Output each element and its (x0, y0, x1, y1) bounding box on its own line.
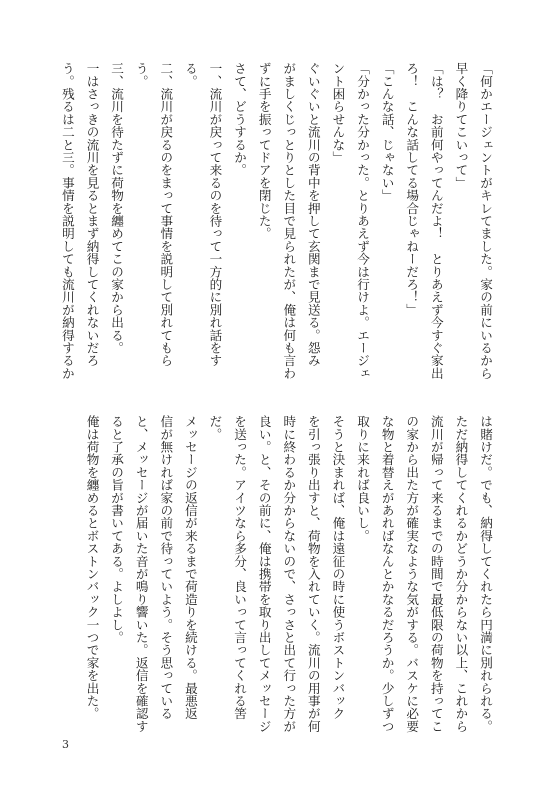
text-line: 二、流川が戻るのをまって事情を説明して別れてもら (158, 62, 174, 367)
text-line: 「は？ お前何やってんだよ！ とりあえず今すぐ家出 (428, 62, 444, 380)
upper-text-block (54, 62, 497, 380)
text-line: 俺は荷物を纏めるとボストンバック一つで家を出た。 (84, 415, 100, 720)
text-line: ント困らせんな」 (330, 62, 346, 164)
text-line: と、メッセージが届いた音が鳴り響いた。返信を確認す (133, 415, 149, 733)
text-line: 早く降りてこいって」 (453, 62, 469, 189)
text-line: ろ！ こんな話してる場合じゃねーだろ！」 (404, 62, 420, 316)
text-line: う。残るは二と三。事情を説明しても流川が納得するか (59, 62, 75, 380)
text-line: 信が無ければ家の前で待っていよう。そう思っている (158, 415, 174, 720)
text-line: 時に終わるか分からないので、さっさと出て行った方が (281, 415, 297, 733)
text-line: は賭けだ。でも、納得してくれたら円満に別れられる。 (478, 415, 493, 733)
text-line: 「分かった分かった。とりあえず今は行けよ。エージェ (355, 62, 371, 380)
text-line: 良い。と、その前に、俺は携帯を取り出してメッセージ (256, 415, 272, 733)
text-line: がましくじっとりとした目で見られたが、俺は何も言わ (281, 62, 297, 380)
text-line: る。 (182, 62, 198, 88)
text-line: ると了承の旨が書いてある。よしよし。 (109, 415, 125, 644)
text-line: の家から出た方が確実なような気がする。バスケに必要 (404, 415, 420, 733)
text-line: さて、どうするか。 (232, 62, 248, 177)
text-line: そうと決まれば、俺は遠征の時に使うボストンバック (330, 415, 346, 720)
text-line: な物と着替えがあればなんとかなるだろうか。少しずつ (379, 415, 395, 733)
text-line: 一、流川が戻って来るのを待って一方的に別れ話をす (207, 62, 223, 367)
text-line: ただ納得してくれるかどうか分からない以上、これから (453, 415, 469, 733)
text-line: ぐいぐいと流川の背中を押して玄関まで見送る。怨み (305, 62, 321, 367)
text-line: 「何かエージェントがキレてました。家の前にいるから (478, 62, 493, 380)
text-line: う。 (133, 62, 149, 88)
text-line: 一はさっきの流川を見るとまず納得してくれないだろ (84, 62, 100, 367)
text-line: を引っ張り出すと、荷物を入れていく。流川の用事が何 (305, 415, 321, 733)
page-number: 3 (62, 738, 69, 751)
text-line: メッセージの返信が来るまで荷造りを続ける。最悪返 (182, 415, 198, 720)
text-line: 取りに来れば良いし。 (355, 415, 371, 542)
text-line: 「こんな話、じゃない」 (379, 62, 395, 202)
text-line: を送った。アイツなら多分、良いって言ってくれる筈 (232, 415, 248, 720)
lower-text-block (79, 415, 497, 733)
text-line: 流川が帰って来るまでの時間で最低限の荷物を持ってこ (428, 415, 444, 733)
text-line: だ。 (207, 415, 223, 441)
text-line: 三、流川を待たずに荷物を纏めてこの家から出る。 (109, 62, 125, 355)
text-line: ずに手を振ってドアを閉じた。 (256, 62, 272, 240)
